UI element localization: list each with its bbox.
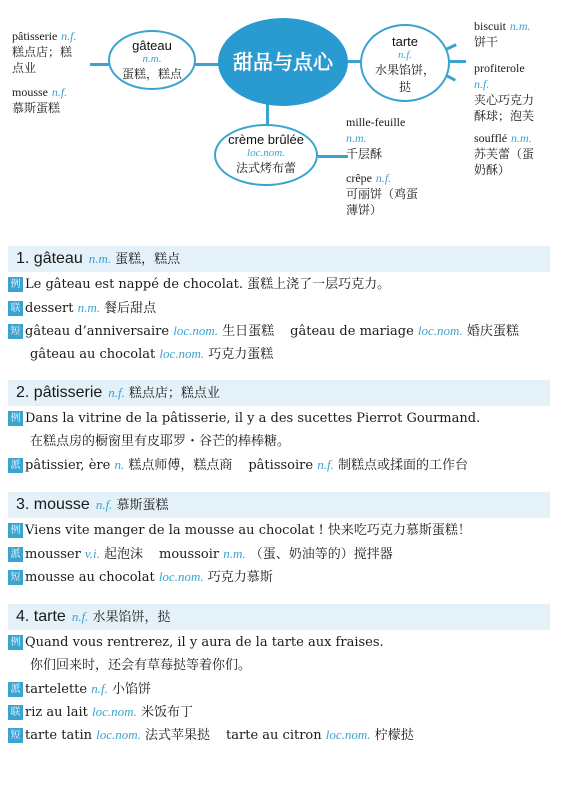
example-zh: 快来吃巧克力慕斯蛋糕！ (327, 523, 471, 538)
example-row (8, 522, 471, 540)
node-zh: 千层酥 (346, 147, 383, 161)
node-zh: 可丽饼（鸡蛋 (346, 187, 419, 201)
phrase-fr: mousse au chocolat (25, 570, 155, 585)
node-fr: soufflé (474, 131, 508, 145)
phrase-fr: gâteau au chocolat (30, 347, 156, 362)
entry-meaning: 蛋糕，糕点 (115, 252, 181, 267)
example-row (8, 433, 290, 451)
tag-phrase: 短 (8, 324, 23, 339)
related-zh: 餐后甜点 (104, 301, 157, 316)
tag-phrase: 短 (8, 728, 23, 743)
phrase-pos: loc.nom. (159, 346, 205, 361)
phrase-row (8, 345, 273, 364)
derivative-zh: 起泡沫 (103, 547, 143, 562)
node-zh: 法式烤布蕾 (235, 161, 296, 175)
section-heading-patisserie (8, 380, 550, 406)
map-line (318, 155, 348, 158)
node-souffle (474, 130, 534, 178)
node-zh: 薄饼） (346, 203, 383, 217)
node-zh: 酥球；泡芙 (474, 109, 535, 123)
phrase-pos: loc.nom. (173, 323, 219, 338)
phrase-zh: 法式苹果挞 (145, 728, 211, 743)
node-zh: 糕点店；糕 (12, 45, 73, 59)
derivative-fr: mousser (25, 547, 81, 562)
example-fr: Quand vous rentrerez, il y aura de la tarte aux fraises. (25, 635, 384, 650)
node-zh: 点业 (12, 61, 37, 75)
derivative-zh: 小馅饼 (112, 682, 152, 697)
node-fr: tarte (391, 34, 418, 49)
entry-meaning: 慕斯蛋糕 (116, 498, 169, 513)
node-pos: loc.nom. (247, 147, 285, 159)
phrase-pos: loc.nom. (325, 727, 371, 742)
entry-pos: n.f. (95, 497, 113, 512)
entry-meaning: 糕点店；糕点业 (128, 386, 220, 401)
node-mille-feuille (346, 114, 405, 162)
related-pos: n.m. (77, 300, 101, 315)
tag-phrase: 短 (8, 570, 23, 585)
entry-word: 4. tarte (16, 608, 66, 625)
node-profiterole (474, 60, 534, 124)
node-zh: 夹心巧克力 (474, 93, 535, 107)
phrase-row (8, 726, 414, 745)
derivative-zh: 糕点师傅，糕点商 (128, 458, 233, 473)
node-creme-brulee (214, 124, 318, 186)
related-fr: riz au lait (25, 705, 88, 720)
tag-related: 联 (8, 705, 23, 720)
section-heading-gateau (8, 246, 550, 272)
tag-example: 例 (8, 411, 23, 426)
entry-word: 1. gâteau (16, 250, 83, 267)
phrase-zh: 巧克力慕斯 (207, 570, 273, 585)
section-heading-tarte (8, 604, 550, 630)
phrase-zh: 婚庆蛋糕 (466, 324, 519, 339)
node-zh: 奶酥） (474, 163, 511, 177)
tag-derivative: 派 (8, 458, 23, 473)
node-fr: crêpe (346, 171, 372, 185)
derivative-pos: n.f. (91, 681, 108, 696)
derivative-zh: （蛋、奶油等的）搅拌器 (249, 547, 393, 562)
node-biscuit (474, 18, 531, 50)
phrase-pos: loc.nom. (96, 727, 141, 742)
related-fr: dessert (25, 301, 74, 316)
node-mousse (12, 84, 67, 116)
node-zh: 挞 (398, 80, 411, 94)
example-zh: 在糕点房的橱窗里有皮耶罗・谷芒的棒棒糖。 (30, 434, 291, 449)
tag-example: 例 (8, 277, 23, 292)
node-pos: n.m. (509, 19, 531, 33)
node-fr: mousse (12, 85, 48, 99)
example-fr: Le gâteau est nappé de chocolat. (25, 277, 244, 292)
entry-pos: n.f. (71, 609, 89, 624)
derivative-zh: 制糕点或揉面的工作台 (337, 458, 468, 473)
tag-example: 例 (8, 635, 23, 650)
derivative-fr: moussoir (159, 547, 220, 562)
related-row (8, 299, 156, 318)
node-patisserie (12, 28, 77, 76)
node-gateau (108, 30, 196, 90)
tag-example: 例 (8, 523, 23, 538)
node-zh: 水果馅饼， (374, 63, 435, 77)
tag-related: 联 (8, 301, 23, 316)
example-row (8, 410, 480, 428)
derivative-pos: v.i. (84, 546, 100, 561)
phrase-fr: tarte au citron (226, 728, 322, 743)
derivative-pos: n.m. (223, 546, 246, 561)
derivative-row (8, 456, 468, 475)
phrase-zh: 巧克力蛋糕 (208, 347, 274, 362)
example-row (8, 634, 384, 652)
tag-derivative: 派 (8, 682, 23, 697)
related-zh: 米饭布丁 (140, 705, 193, 720)
phrase-fr: gâteau de mariage (290, 324, 414, 339)
node-crepe (346, 170, 418, 218)
derivative-row (8, 545, 393, 564)
phrase-fr: tarte tatin (25, 728, 92, 743)
node-zh: 饼干 (474, 35, 499, 49)
derivative-pos: n.f. (317, 457, 334, 472)
node-pos: n.f. (375, 171, 392, 185)
phrase-pos: loc.nom. (158, 569, 204, 584)
phrase-zh: 生日蛋糕 (222, 324, 275, 339)
section-heading-mousse (8, 492, 550, 518)
node-pos: n.m. (510, 131, 532, 145)
node-zh: 蛋糕，糕点 (121, 67, 182, 81)
node-fr: gâteau (132, 38, 172, 53)
node-pos: n.m. (142, 53, 162, 65)
node-fr: profiterole (474, 61, 525, 75)
related-pos: loc.nom. (92, 704, 137, 719)
derivative-pos: n. (114, 457, 125, 472)
phrase-fr: gâteau d’anniversaire (25, 324, 170, 339)
entry-word: 2. pâtisserie (16, 384, 103, 401)
node-zh: 苏芙蕾（蛋 (474, 147, 535, 161)
example-row (8, 657, 251, 675)
derivative-fr: pâtissier, ère (25, 458, 111, 473)
node-pos: n.f. (474, 77, 490, 91)
derivative-fr: tartelette (25, 682, 88, 697)
phrase-row (8, 322, 519, 341)
example-fr: Dans la vitrine de la pâtisserie, il y a des sucettes Pierrot Gourmand. (25, 411, 481, 426)
phrase-row (8, 568, 273, 587)
node-zh: 慕斯蛋糕 (12, 101, 61, 115)
mindmap-center: 甜品与点心 (218, 18, 348, 106)
node-fr: biscuit (474, 19, 506, 33)
node-fr: mille-feuille (346, 115, 406, 129)
entry-pos: n.f. (108, 385, 125, 400)
example-zh: 你们回来时，还会有草莓挞等着你们。 (30, 658, 252, 673)
node-pos: n.f. (61, 29, 77, 43)
derivative-fr: pâtissoire (248, 458, 314, 473)
example-zh: 蛋糕上浇了一层巧克力。 (247, 277, 391, 292)
phrase-pos: loc.nom. (417, 323, 463, 338)
example-row (8, 276, 390, 294)
entry-pos: n.m. (88, 251, 112, 266)
example-fr: Viens vite manger de la mousse au chocolat ! (25, 523, 324, 538)
node-fr: crème brûlée (228, 132, 304, 147)
entry-word: 3. mousse (16, 496, 90, 513)
node-pos: n.f. (51, 85, 68, 99)
node-tarte (360, 24, 450, 102)
node-pos: n.f. (397, 49, 413, 61)
tag-derivative: 派 (8, 547, 23, 562)
node-fr: pâtisserie (12, 29, 58, 43)
entry-meaning: 水果馅饼，挞 (92, 610, 171, 625)
derivative-row (8, 680, 151, 699)
related-row (8, 703, 193, 722)
node-pos: n.m. (346, 131, 367, 145)
phrase-zh: 柠檬挞 (374, 728, 414, 743)
